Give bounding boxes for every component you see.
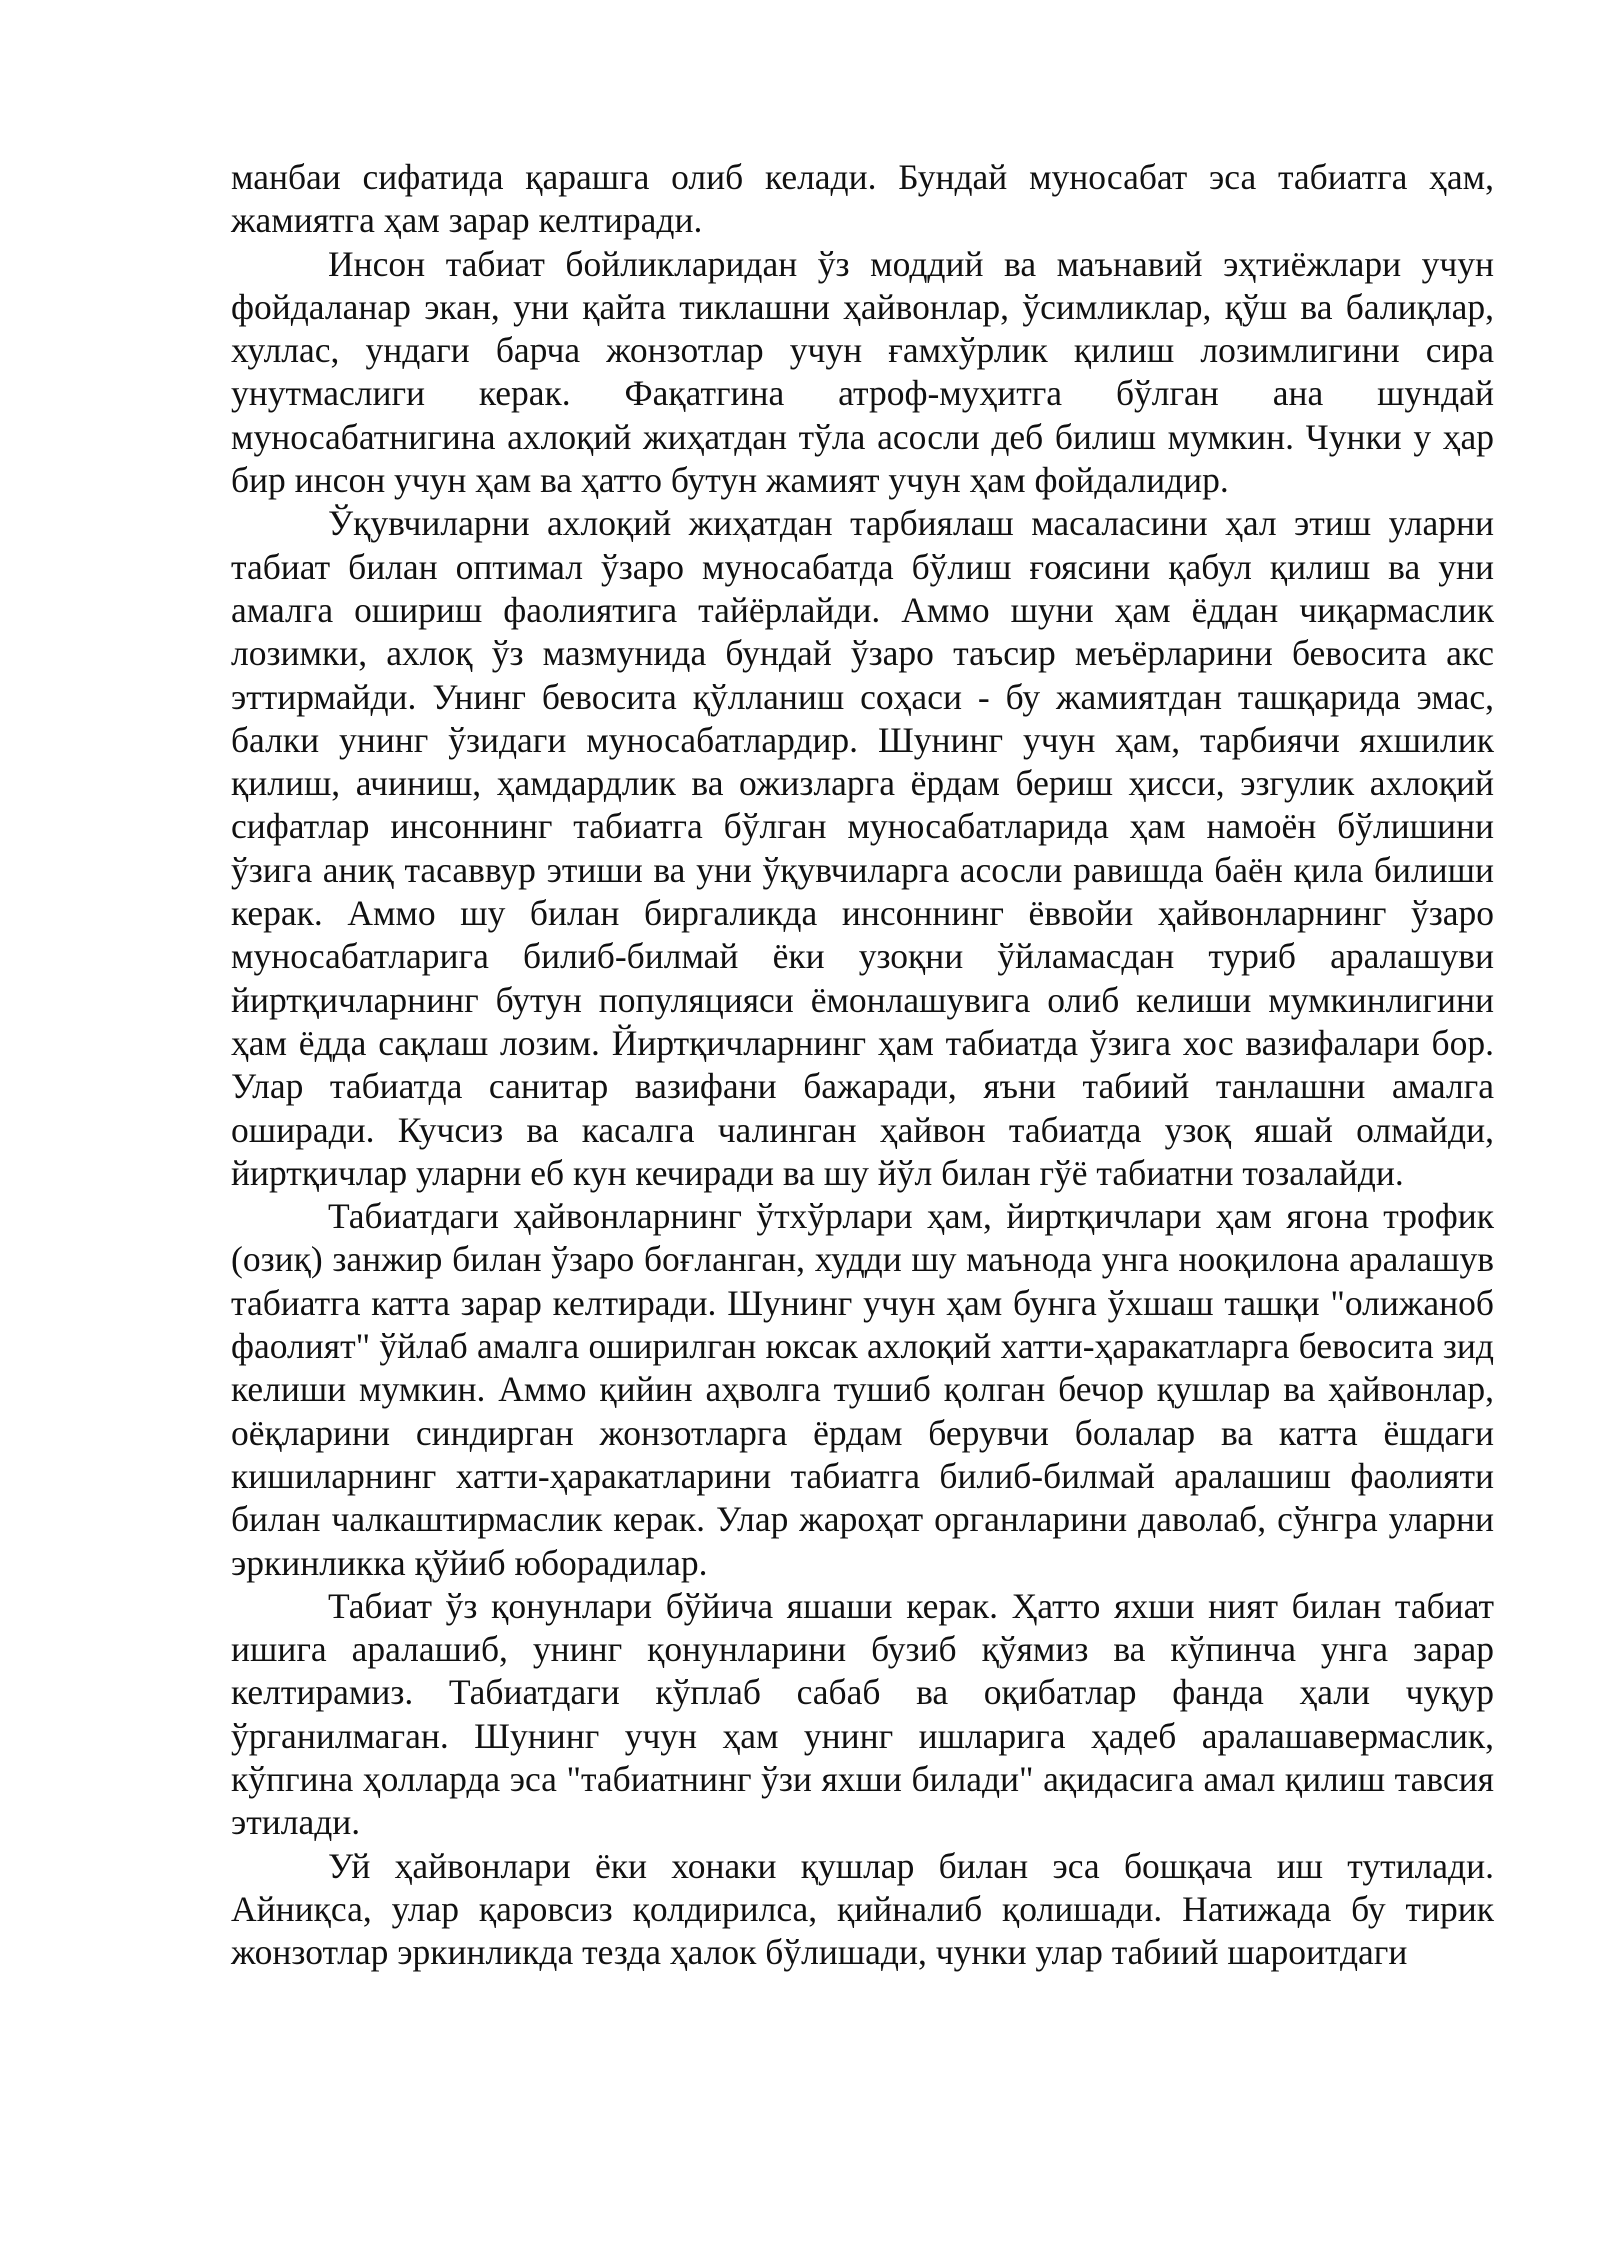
paragraph: Ўқувчиларни ахлоқий жиҳатдан тарбиялаш масаласини ҳал этиш уларни табиат билан оптимал ўзаро муносабатда бўлиш ғоясини қабул қилиш ва уни амалга ошириш фаолиятига тайёрлайди. Аммо шуни ҳам ёддан чиқармаслик лозимки, ахлоқ ўз мазмунида бундай ўзаро таъсир меъёрларини бевосита акс эттирмайди. Унинг бевосита қўлланиш соҳаси - бу жамиятдан ташқарида эмас, балки унинг ўзидаги муносабатлардир. Шунинг учун ҳам, тарбиячи яхшилик қилиш, ачиниш, ҳамдардлик ва ожизларга ёрдам бериш ҳисси, эзгулик ахлоқий сифатлар инсоннинг табиатга бўлган муносабатларида ҳам намоён бўлишини ўзига аниқ тасаввур этиши ва уни ўқувчиларга асосли равишда баён қила билиши керак. Аммо шу билан биргаликда инсоннинг ёввойи ҳайвонларнинг ўзаро муносабатларига билиб-билмай ёки узоқни ўйламасдан туриб аралашуви йиртқичларнинг бутун популяцияси ёмонлашувига олиб келиши мумкинлигини ҳам ёдда сақлаш лозим. Йиртқичларнинг ҳам табиатда ўзига хос вазифалари бор. Улар табиатда санитар вазифани бажаради, яъни табиий танлашни амалга оширади. Кучсиз ва касалга чалинган ҳайвон табиатда узоқ яшай олмайди, йиртқичлар уларни еб кун кечиради ва шу йўл билан гўё табиатни тозалайди. [231,503,1494,1193]
paragraph-continuation: манбаи сифатида қарашга олиб келади. Бундай муносабат эса табиатга ҳам, жамиятга ҳам зарар келтиради. [231,157,1494,241]
paragraph: Уй ҳайвонлари ёки хонаки қушлар билан эса бошқача иш тутилади. Айниқса, улар қаровсиз қолдирилса, қийналиб қолишади. Натижада бу тирик жонзотлар эркинликда тезда ҳалок бўлишади, чунки улар табиий шароитдаги [231,1845,1494,1973]
paragraph: Табиат ўз қонунлари бўйича яшаши керак. Ҳатто яхши ният билан табиат ишига аралашиб, унинг қонунларини бузиб қўямиз ва кўпинча унга зарар келтирамиз. Табиатдаги кўплаб сабаб ва оқибатлар фанда ҳали чуқур ўрганилмаган. Шунинг учун ҳам унинг ишларига ҳадеб аралашавермаслик, кўпгина ҳолларда эса "табиатнинг ўзи яхши билади" ақидасига амал қилиш тавсия этилади. [231,1585,1494,1843]
body-text [231,156,1494,1974]
paragraph: Инсон табиат бойликларидан ўз моддий ва маънавий эҳтиёжлари учун фойдаланар экан, уни қайта тиклашни ҳайвонлар, ўсимликлар, қўш ва балиқлар, хуллас, ундаги барча жонзотлар учун ғамхўрлик қилиш лозимлигини сира унутмаслиги керак. Фақатгина атроф-муҳитга бўлган ана шундай муносабатнигина ахлоқий жиҳатдан тўла асосли деб билиш мумкин. Чунки у ҳар бир инсон учун ҳам ва ҳатто бутун жамият учун ҳам фойдалидир. [231,243,1494,501]
paragraph: Табиатдаги ҳайвонларнинг ўтхўрлари ҳам, йиртқичлари ҳам ягона трофик (озиқ) занжир билан ўзаро боғланган, худди шу маънода унга ноoқилона аралашув табиатга катта зарар келтиради. Шунинг учун ҳам бунга ўхшаш ташқи "олижаноб фаолият" ўйлаб амалга оширилган юксак ахлоқий хатти-ҳаракатларга бевосита зид келиши мумкин. Аммо қийин аҳволга тушиб қолган бечор қушлар ва ҳайвонлар, оёқларини синдирган жонзотларга ёрдам берувчи болалар ва катта ёшдаги кишиларнинг хатти-ҳаракатларини табиатга билиб-билмай аралашиш фаолияти билан чалкаштирмаслик керак. Улар жароҳат органларини даволаб, сўнгра уларни эркинликка қўйиб юборадилар. [231,1196,1494,1583]
